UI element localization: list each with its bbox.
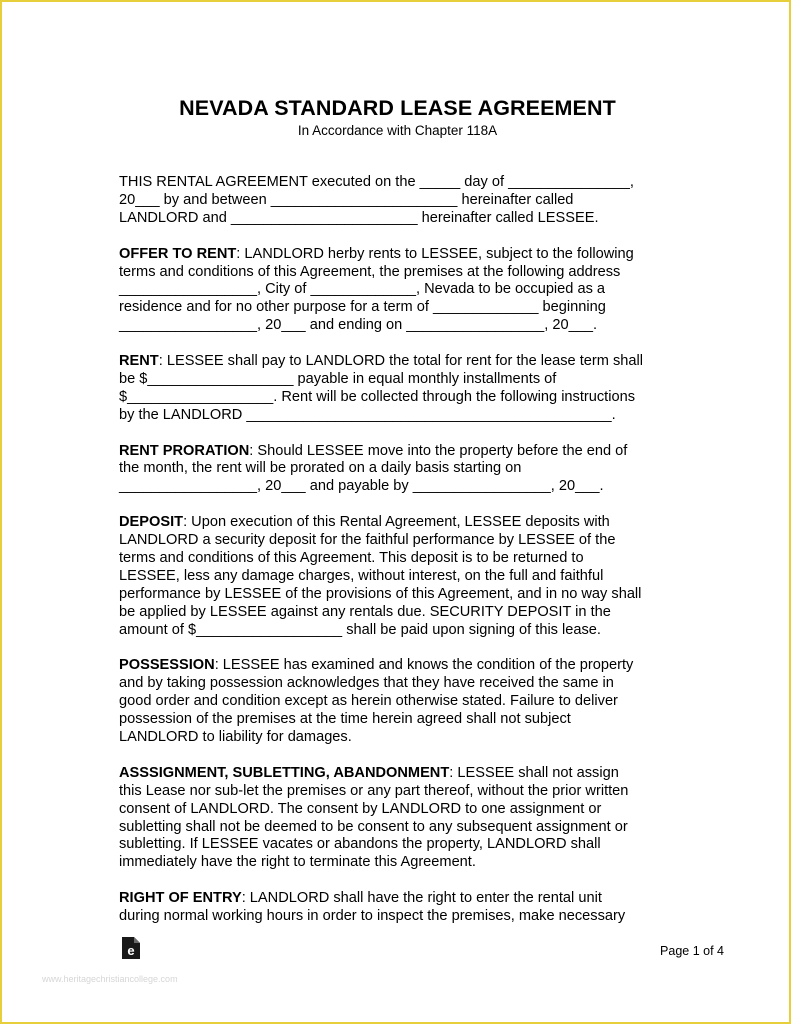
clause-line [119, 765, 689, 783]
clause-text: LESSEE, less any damage charges, without interest, on the full and faithful [119, 567, 604, 584]
page-number: Page 1 of 4 [660, 944, 724, 958]
clause-line [119, 801, 689, 819]
clause-paragraph [119, 765, 689, 872]
clause-line [119, 729, 689, 747]
clause-line [119, 693, 689, 711]
clause-text: good order and condition except as herein otherwise stated. Failure to deliver [119, 693, 618, 710]
clause-line [119, 460, 689, 478]
clause-line [119, 264, 689, 282]
watermark-text: www.heritagechristiancollege.com [42, 974, 178, 984]
clause-line [119, 532, 689, 550]
clause-line [119, 854, 689, 872]
clause-paragraph [119, 890, 689, 926]
clause-heading: RIGHT OF ENTRY [119, 890, 242, 907]
clause-text: LANDLORD to liability for damages. [119, 729, 352, 746]
svg-text:e: e [127, 943, 135, 958]
clause-line [119, 836, 689, 854]
clause-text: 20___ by and between _______________________ hereinafter called [119, 191, 574, 208]
clause-text: LANDLORD a security deposit for the faithful performance by LESSEE of the [119, 532, 616, 549]
clause-line [119, 711, 689, 729]
clause-line [119, 407, 689, 425]
clause-paragraph [119, 246, 689, 336]
clause-text: by the LANDLORD _____________________________________________. [119, 406, 616, 423]
clause-text: terms and conditions of this Agreement, the premises at the following address [119, 263, 621, 280]
clause-line [119, 890, 689, 908]
clause-text: terms and conditions of this Agreement. This deposit is to be returned to [119, 549, 584, 566]
clause-line [119, 657, 689, 675]
clause-text: $__________________. Rent will be collected through the following instructions [119, 388, 636, 405]
clause-line [119, 353, 689, 371]
clause-text: possession of the premises at the time herein agreed shall not subject [119, 711, 571, 728]
clause-line [119, 281, 689, 299]
clause-line [119, 514, 689, 532]
clause-text: and by taking possession acknowledges that they have received the same in [119, 675, 614, 692]
clause-heading: RENT [119, 353, 159, 370]
clause-line [119, 192, 689, 210]
clause-text: : LANDLORD herby rents to LESSEE, subject to the following [236, 245, 634, 262]
clause-text: : LESSEE has examined and knows the condition of the property [214, 657, 634, 674]
clause-line [119, 783, 689, 801]
clause-heading: DEPOSIT [119, 514, 184, 531]
clause-text: _________________, City of _____________, Nevada to be occupied as a [119, 281, 606, 298]
clause-line [119, 389, 689, 407]
clause-line [119, 174, 689, 192]
clause-text: _________________, 20___ and payable by _________________, 20___. [119, 478, 604, 495]
clause-text: LANDLORD and _______________________ hereinafter called LESSEE. [119, 209, 599, 226]
clause-text: : Upon execution of this Rental Agreement, LESSEE deposits with [183, 514, 610, 531]
clause-heading: POSSESSION [119, 657, 215, 674]
clause-text: : LANDLORD shall have the right to enter the rental unit [241, 890, 602, 907]
clause-line [119, 246, 689, 264]
clause-line [119, 586, 689, 604]
clause-line [119, 675, 689, 693]
clause-text: be applied by LESSEE against any rentals due. SECURITY DEPOSIT in the [119, 603, 611, 620]
clause-text: : LESSEE shall pay to LANDLORD the total for rent for the lease term shall [158, 353, 643, 370]
clause-line [119, 819, 689, 837]
clause-text: : Should LESSEE move into the property before the end of [249, 442, 628, 459]
clause-heading: OFFER TO RENT [119, 245, 237, 262]
clause-text: residence and for no other purpose for a term of _____________ beginning [119, 299, 606, 316]
clause-line [119, 299, 689, 317]
clause-text: during normal working hours in order to inspect the premises, make necessary [119, 908, 626, 925]
clause-text: subletting. If LESSEE vacates or abandons the property, LANDLORD shall [119, 836, 601, 853]
clause-paragraph [119, 174, 689, 228]
clause-paragraph [119, 443, 689, 497]
clause-heading: RENT PRORATION [119, 442, 250, 459]
clause-text: consent of LANDLORD. The consent by LANDLORD to one assignment or [119, 800, 602, 817]
document-subtitle: In Accordance with Chapter 118A [297, 123, 498, 138]
clause-text: : LESSEE shall not assign [449, 764, 619, 781]
clause-text: be $__________________ payable in equal monthly installments of [119, 370, 557, 387]
clause-line [119, 478, 689, 496]
clause-paragraph [119, 353, 689, 425]
clause-line [119, 443, 689, 461]
clause-line [119, 371, 689, 389]
clause-line [119, 210, 689, 228]
clause-line [119, 317, 689, 335]
clause-text: performance by LESSEE of the provisions of this Agreement, and in no way shall [119, 585, 642, 602]
clause-text: this Lease nor sub-let the premises or any part thereof, without the prior written [119, 782, 629, 799]
eforms-logo-icon [121, 936, 141, 960]
clause-text: _________________, 20___ and ending on _________________, 20___. [119, 317, 598, 334]
clause-text: amount of $__________________ shall be paid upon signing of this lease. [119, 621, 601, 638]
clause-paragraph [119, 657, 689, 747]
document-title: NEVADA STANDARD LEASE AGREEMENT [179, 96, 616, 120]
clause-line [119, 568, 689, 586]
clause-line [119, 550, 689, 568]
clause-text: the month, the rent will be prorated on a daily basis starting on [119, 460, 522, 477]
document-body [119, 174, 689, 944]
clause-heading: ASSSIGNMENT, SUBLETTING, ABANDONMENT [119, 764, 450, 781]
clause-paragraph [119, 514, 689, 639]
clause-text: immediately have the right to terminate this Agreement. [119, 854, 476, 871]
clause-text: THIS RENTAL AGREEMENT executed on the _____ day of _______________, [119, 174, 634, 190]
clause-line [119, 604, 689, 622]
clause-line [119, 908, 689, 926]
clause-text: subletting shall not be deemed to be consent to any subsequent assignment or [119, 818, 628, 835]
clause-line [119, 622, 689, 640]
